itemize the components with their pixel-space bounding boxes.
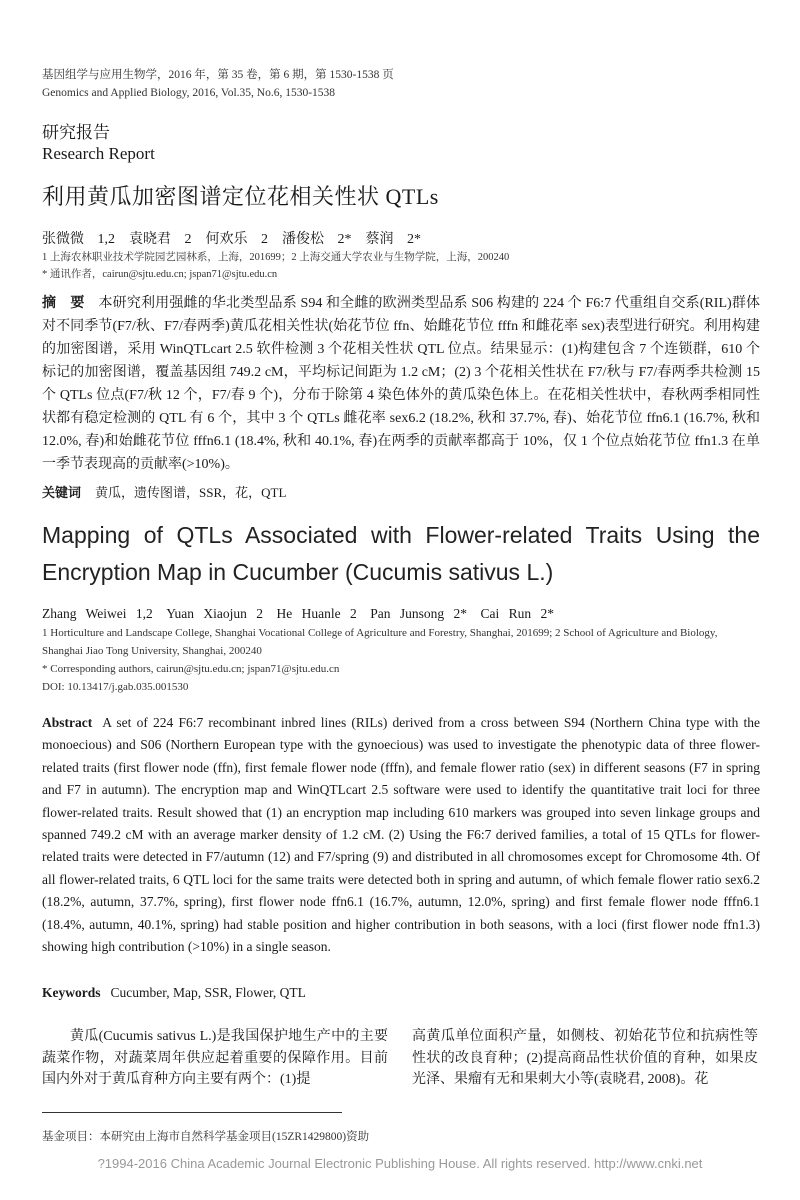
abstract-zh: [42, 292, 760, 476]
affiliation-block-zh: [42, 249, 509, 283]
abstract-label-en: Abstract: [42, 715, 93, 730]
corresponding-zh: * 通讯作者，cairun@sjtu.edu.cn; jspan71@sjtu.edu.cn: [42, 269, 278, 280]
section-label-en: Research Report: [42, 144, 155, 163]
body-column-left: 黄瓜(Cucumis sativus L.)是我国保护地生产中的主要蔬菜作物，对蔬菜周年供应起着重要的保障作用。目前国内外对于黄瓜育种方向主要有两个：(1)提: [42, 1029, 388, 1087]
publisher-footer: ?1994-2016 China Academic Journal Electronic Publishing House. All rights reserved. http://www.cnki.net: [97, 1156, 703, 1171]
keywords-text-zh: 黄瓜，遗传图谱，SSR，花，QTL: [95, 485, 287, 500]
keywords-text-en: Cucumber, Map, SSR, Flower, QTL: [110, 985, 306, 1000]
abstract-label-zh: 摘 要: [42, 296, 85, 311]
keywords-en: [42, 985, 306, 1001]
body-column-right: 高黄瓜单位面积产量，如侧枝、初始花节位和抗病性等性状的改良育种；(2)提高商品性状价值的育种，如果皮光泽、果瘤有无和果刺大小等(袁晓君, 2008)。花: [412, 1029, 758, 1087]
affiliation-block-en: [42, 624, 760, 696]
footnote-divider: [42, 1112, 342, 1113]
keywords-label-en: Keywords: [42, 985, 101, 1000]
journal-citation-en: Genomics and Applied Biology, 2016, Vol.35, No.6, 1530-1538: [42, 87, 336, 99]
paper-title-zh: 利用黄瓜加密图谱定位花相关性状 QTLs: [42, 184, 439, 209]
journal-citation-zh: 基因组学与应用生物学，2016 年，第 35 卷，第 6 期，第 1530-1538 页: [42, 69, 394, 81]
corresponding-en: * Corresponding authors, cairun@sjtu.edu.cn; jspan71@sjtu.edu.cn: [42, 663, 340, 675]
keywords-zh: [42, 482, 286, 501]
paper-title-en: Mapping of QTLs Associated with Flower-related Traits Using the Encryption Map in Cucumber (Cucumis sativus L.): [42, 522, 760, 585]
keywords-label-zh: 关键词: [42, 485, 82, 500]
abstract-en: [42, 712, 760, 958]
affiliation-zh: 1 上海农林职业技术学院园艺园林系，上海，201699；2 上海交通大学农业与生物学院，上海，200240: [42, 252, 510, 263]
abstract-text-zh: 本研究利用强雌的华北类型品系 S94 和全雌的欧洲类型品系 S06 构建的 224 个 F6:7 代重组自交系(RIL)群体对不同季节(F7/秋、F7/春两季)黄瓜花相关性状(始花节位 ffn、始雌花节位 fffn 和雌花率 sex)表型进行研究。利用构建的加密图谱，采用 WinQTLcart 2.5 软件检测 3 个花相关性状 QTL 位点。结果显示：(1)构建包含 7 个连锁群，610 个标记的加密图谱，覆盖基因组 749.2 cM，平均标记间距为 1.2 cM；(2) 3 个花相关性状在 F7/秋与 F7/春两季共检测 15 个 QTLs 位点(F7/秋 12 个，F7/春 9 个)，分布于除第 4 染色体外的黄瓜染色体上。在花相关性状中，春秋两季相同性状都有稳定检测的 QTL 有 6 个，其中 3 个 QTLs 雌花率 sex6.2 (18.2%, 秋和 37.7%, 春)、始花节位 ffn6.1 (16.7%, 秋和 12.0%, 春)和始雌花节位 fffn6.1 (18.4%, 秋和 40.1%, 春)在两季的贡献率都高于 10%，仅 1 个位点始花节位 ffn1.3 在单一季节表现高的贡献率(>10%)。: [42, 296, 761, 472]
authors-en: Zhang Weiwei 1,2 Yuan Xiaojun 2 He Huanle 2 Pan Junsong 2* Cai Run 2*: [42, 606, 554, 621]
section-label-zh: 研究报告: [42, 123, 110, 142]
abstract-text-en: A set of 224 F6:7 recombinant inbred lines (RILs) derived from a cross between S94 (Northern China type with the monoecious) and S06 (Northern European type with the gynoecious) was used to investigate the phenotypic data of three flower-related traits (first flower node (ffn), first female flower node (fffn), and female flower ratio (sex) in different seasons (F7 in spring and F7 in autumn). The encryption map and WinQTLcart 2.5 software were used to identify the quantitative trait loci for three flower-related traits. Result showed that (1) an encryption map including 610 markers was grouped into seven linkage groups and spanned 749.2 cM with an average marker density of 1.2 cM. (2) Using the F6:7 derived families, a total of 15 QTLs for flower-related traits were detected in F7/autumn (12) and F7/spring (9) and distributed in all chromosomes except for Chromosome 4th. Of all flower-related traits, 6 QTL loci for the same traits were detected both in spring and autumn, of which female flower ratio sex6.2 (18.2%, autumn, 37.7%, spring), first flower node ffn6.1 (16.7%, autumn, 12.0%, spring) and first female flower node fffn6.1 (18.4%, autumn, 40.1%, spring) had stable position and higher contribution in both seasons, with a loci (first flower node ffn1.3) showing high contribution (>10%) in a single season.: [42, 715, 760, 955]
doi: DOI: 10.13417/j.gab.035.001530: [42, 681, 189, 693]
affiliation-en: 1 Horticulture and Landscape College, Shanghai Vocational College of Agriculture and Forestry, Shanghai, 201699; 2 School of Agriculture and Biology, Shanghai Jiao Tong University, Shanghai, 200240: [42, 627, 718, 657]
funding-note: 基金项目：本研究由上海市自然科学基金项目(15ZR1429800)资助: [42, 1131, 370, 1143]
authors-zh: 张微微 1,2 袁晓君 2 何欢乐 2 潘俊松 2* 蔡润 2*: [42, 232, 421, 247]
